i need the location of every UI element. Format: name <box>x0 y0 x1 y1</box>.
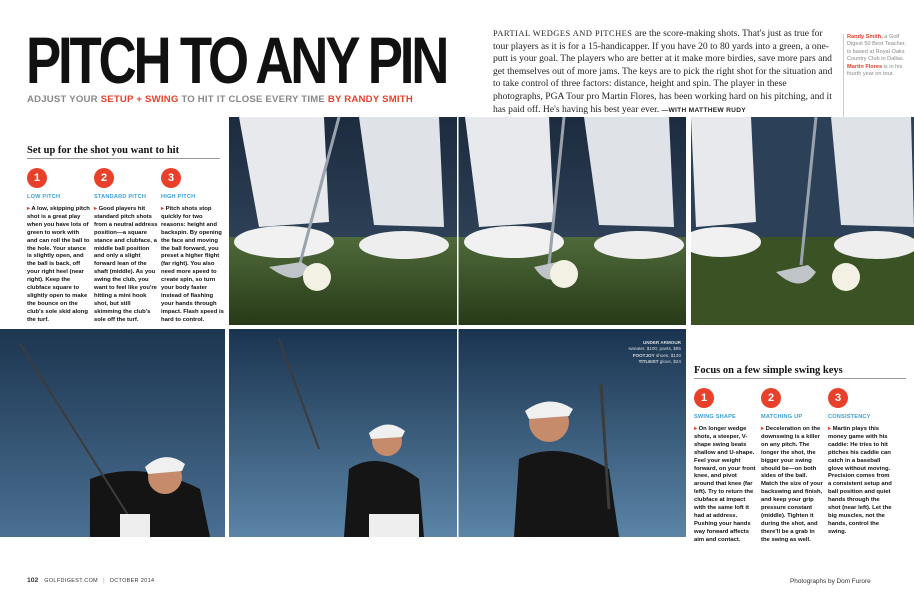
subtitle-prefix: ADJUST YOUR <box>27 94 101 105</box>
setup-divider <box>27 158 220 159</box>
subtitle-middle: TO HIT IT CLOSE EVERY TIME <box>178 94 328 105</box>
setup-photo-high <box>691 117 914 325</box>
step-label: LOW PITCH <box>27 194 61 200</box>
step-number-2: 2 <box>94 168 114 188</box>
step-text: ▸ Good players hit standard pitch shots from a neutral address position—a square stance and clubface, a middle ball position and only a slight forward lean of the shaft (middle). As you swing the club, you want to feel like you're hitting a mini hook shot, but still skimming the club's sole off the turf. <box>94 206 158 323</box>
page-footer <box>27 577 154 584</box>
bio-name-martin: Martin Flores <box>847 63 883 70</box>
step-label: STANDARD PITCH <box>94 194 147 200</box>
setup-item-standard-pitch <box>94 168 158 325</box>
step-label: MATCHING UP <box>761 414 803 420</box>
bio-text-randy: a Golf Digest 50 Best Teacher, is based at Royal Oaks Country Club in Dallas. <box>847 34 906 63</box>
footer-separator: | <box>102 577 105 584</box>
swing-item-shape <box>694 388 758 545</box>
byline: BY RANDY SMITH <box>327 94 413 105</box>
step-text: ▸ Martin plays this money game with his caddie: He tries to hit pitches his caddie can catch in a baseball glove without moving. Precision comes from a consistent setup and ball position and quiet hands through the shot (near left). Let the big muscles, not the hands, control the swing. <box>828 426 892 535</box>
step-text: ▸ Pitch shots stop quickly for two reasons: height and backspin. By opening the face and moving the ball forward, you preset a higher flight (far right). You also need more speed to create spin, so turn your body faster instead of flashing your hands through impact. Flash speed is hard to control. <box>161 206 224 323</box>
apparel-brand-fj: FOOTJOY <box>632 352 655 358</box>
step-number-3: 3 <box>161 168 181 188</box>
step-text: ▸ A low, skipping pitch shot is a great play when you have lots of green to work with and can roll the ball to the hole. Your stance is slightly open, and the ball is back, off your right heel (near right). Keep the clubface square to slightly open to make the bounce on the club's sole skid along the turf. <box>27 206 90 323</box>
footer-site: GOLFDIGEST.COM <box>44 578 99 584</box>
step-number-3: 3 <box>828 388 848 408</box>
page-title: PITCH TO ANY PIN <box>26 23 447 97</box>
setup-item-high-pitch <box>161 168 225 325</box>
intro-lead: PARTIAL WEDGES AND PITCHES <box>493 29 633 38</box>
swing-item-matching <box>761 388 825 545</box>
swing-heading: Focus on a few simple swing keys <box>694 365 843 376</box>
photo-illustration <box>229 117 686 325</box>
step-text: ▸ Deceleration on the downswing is a killer on any pitch. The longer the shot, the bigger your swing should be—on both sides of the ball. Match the size of your backswing and finish, and keep your grip pressure constant (middle). Tighten it during the shot, and there'll be a grab in the swing as well. <box>761 426 823 543</box>
bio-text-martin: is in his fourth year on tour. <box>847 63 903 78</box>
photo-credit: Photographs by Dom Furore <box>790 578 871 585</box>
subtitle <box>27 94 413 105</box>
intro-credit: —WITH MATTHEW RUDY <box>661 106 746 114</box>
step-number-1: 1 <box>694 388 714 408</box>
apparel-brand-ua: UNDER ARMOUR <box>642 340 681 345</box>
setup-heading: Set up for the shot you want to hit <box>27 145 180 156</box>
subtitle-highlight: SETUP + SWING <box>100 94 179 105</box>
step-label: SWING SHAPE <box>694 414 736 420</box>
step-label: CONSISTENCY <box>828 414 871 420</box>
photo-illustration <box>0 329 225 537</box>
swing-item-consistency <box>828 388 892 537</box>
footer-issue: OCTOBER 2014 <box>109 578 155 584</box>
author-bio <box>843 34 907 130</box>
photo-illustration <box>691 117 914 325</box>
apparel-line-ua: sweater, $100; pants, $85 <box>628 346 681 352</box>
apparel-credits: UNDER ARMOUR sweater, $100; pants, $85 FOOTJOY shoes, $130 TITLEIST glove, $24 <box>565 340 681 366</box>
step-number-2: 2 <box>761 388 781 408</box>
intro-body: are the score-making shots. That's just as true for tour players as it is for a 15-handicapper. If you have 20 to 80 yards into a green, a one-putt is your goal. The players who are better at it make more birdies, save more pars and get themselves out of more jams. The keys are to pick the right shot for the situation and to take control of three factors: distance, height and spin. The player in these photographs, PGA Tour pro Martin Flores, has been working hard on his pitching, and it has paid off. He's having his best year ever. <box>493 28 833 115</box>
swing-divider <box>694 378 906 379</box>
step-text: ▸ On longer wedge shots, a steeper, V-shape swing beats shallow and U-shape. Feel your weight forward, on your front knee, and pivot around that knee (far left). Try to return the clubface at impact with the same loft it had at address. Pushing your hands way forward affects aim and contact. <box>694 426 756 543</box>
setup-photo-low-standard <box>229 117 686 325</box>
page-number: 102 <box>27 577 39 584</box>
intro-paragraph <box>493 28 833 117</box>
apparel-brand-titleist: TITLEIST <box>638 359 659 365</box>
step-number-1: 1 <box>27 168 47 188</box>
bio-name-randy: Randy Smith, <box>847 34 883 40</box>
swing-photo-left <box>0 329 225 537</box>
step-label: HIGH PITCH <box>161 194 196 200</box>
setup-item-low-pitch <box>27 168 91 325</box>
